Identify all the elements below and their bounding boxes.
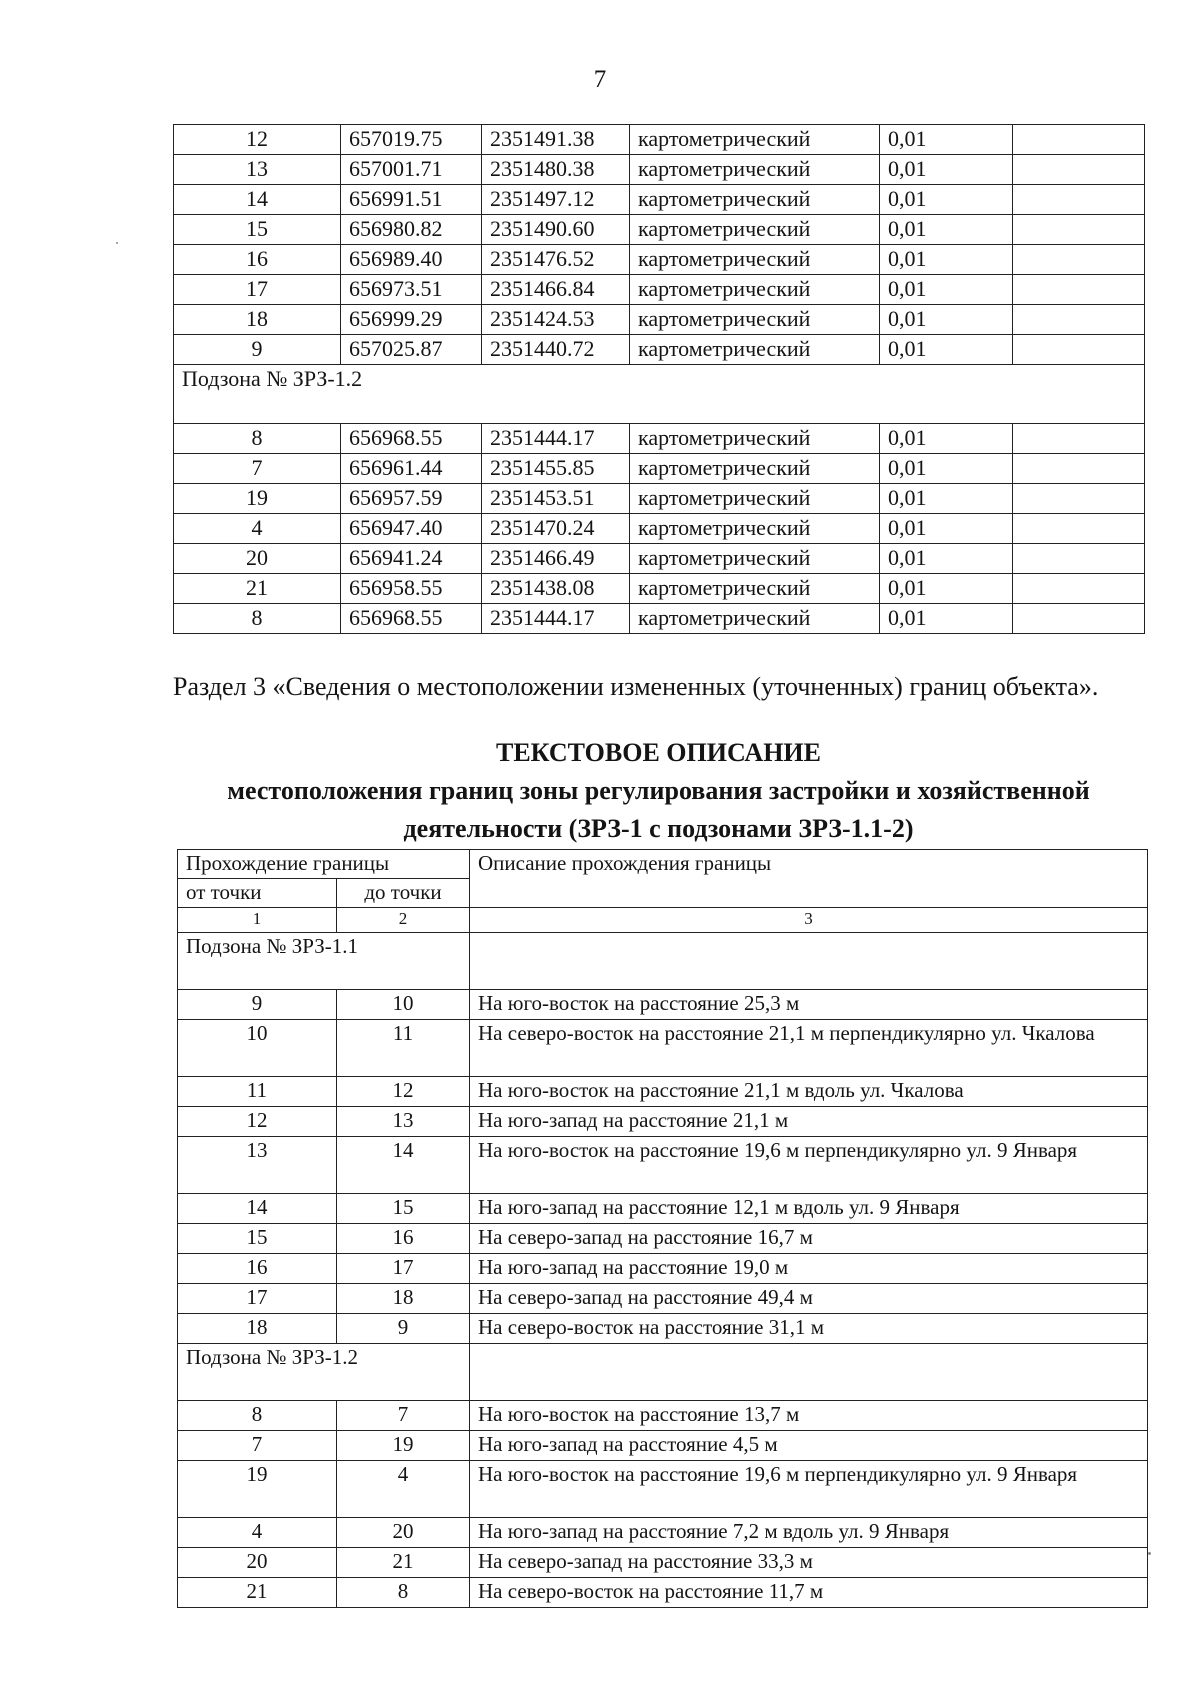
to-point-cell: 7 (337, 1401, 470, 1431)
from-point-cell: 9 (178, 990, 337, 1020)
accuracy-cell: 0,01 (880, 484, 1013, 514)
accuracy-cell: 0,01 (880, 424, 1013, 454)
y-coordinate-cell: 2351490.60 (482, 215, 630, 245)
y-coordinate-cell: 2351438.08 (482, 574, 630, 604)
coordinate-row (174, 215, 1145, 245)
empty-cell (470, 933, 1148, 990)
method-cell: картометрический (630, 305, 880, 335)
accuracy-cell: 0,01 (880, 514, 1013, 544)
from-point-cell: 20 (178, 1548, 337, 1578)
segment-description-cell: На северо-запад на расстояние 16,7 м (470, 1224, 1148, 1254)
note-cell (1013, 245, 1145, 275)
x-coordinate-cell: 656961.44 (341, 454, 482, 484)
coordinate-row (174, 305, 1145, 335)
x-coordinate-cell: 656989.40 (341, 245, 482, 275)
segment-description-cell: На юго-запад на расстояние 12,1 м вдоль ул. 9 Января (470, 1194, 1148, 1224)
y-coordinate-cell: 2351476.52 (482, 245, 630, 275)
segment-description-cell: На юго-восток на расстояние 19,6 м перпендикулярно ул. 9 Января (470, 1137, 1148, 1194)
segment-description-cell: На северо-запад на расстояние 49,4 м (470, 1284, 1148, 1314)
x-coordinate-cell: 656968.55 (341, 424, 482, 454)
method-cell: картометрический (630, 514, 880, 544)
accuracy-cell: 0,01 (880, 574, 1013, 604)
y-coordinate-cell: 2351470.24 (482, 514, 630, 544)
to-point-cell: 18 (337, 1284, 470, 1314)
to-point-cell: 11 (337, 1020, 470, 1077)
method-cell: картометрический (630, 335, 880, 365)
method-cell: картометрический (630, 454, 880, 484)
note-cell (1013, 574, 1145, 604)
to-point-cell: 12 (337, 1077, 470, 1107)
note-cell (1013, 514, 1145, 544)
boundary-segment-row (178, 1518, 1148, 1548)
segment-description-cell: На северо-восток на расстояние 31,1 м (470, 1314, 1148, 1344)
y-coordinate-cell: 2351453.51 (482, 484, 630, 514)
coordinate-row (174, 484, 1145, 514)
to-point-cell: 20 (337, 1518, 470, 1548)
coordinate-row (174, 574, 1145, 604)
method-cell: картометрический (630, 275, 880, 305)
accuracy-cell: 0,01 (880, 305, 1013, 335)
boundary-segment-row (178, 990, 1148, 1020)
from-point-cell: 12 (178, 1107, 337, 1137)
method-cell: картометрический (630, 604, 880, 634)
boundary-segment-row (178, 1578, 1148, 1608)
x-coordinate-cell: 656991.51 (341, 185, 482, 215)
point-number-cell: 15 (174, 215, 341, 245)
y-coordinate-cell: 2351444.17 (482, 604, 630, 634)
boundary-segment-row (178, 1431, 1148, 1461)
boundary-segment-row (178, 1137, 1148, 1194)
note-cell (1013, 275, 1145, 305)
accuracy-cell: 0,01 (880, 185, 1013, 215)
coordinate-row (174, 245, 1145, 275)
note-cell (1013, 454, 1145, 484)
note-cell (1013, 335, 1145, 365)
to-point-cell: 15 (337, 1194, 470, 1224)
point-number-cell: 18 (174, 305, 341, 335)
y-coordinate-cell: 2351497.12 (482, 185, 630, 215)
x-coordinate-cell: 657019.75 (341, 125, 482, 155)
from-point-cell: 13 (178, 1137, 337, 1194)
title-line-3: деятельности (ЗРЗ-1 с подзонами ЗРЗ-1.1-2) (403, 814, 914, 843)
boundary-segment-row (178, 1107, 1148, 1137)
method-cell: картометрический (630, 574, 880, 604)
accuracy-cell: 0,01 (880, 544, 1013, 574)
coordinates-table (173, 124, 1145, 634)
segment-description-cell: На юго-запад на расстояние 4,5 м (470, 1431, 1148, 1461)
column-number: 3 (470, 908, 1148, 933)
segment-description-cell: На юго-восток на расстояние 25,3 м (470, 990, 1148, 1020)
boundary-segment-row (178, 1548, 1148, 1578)
header-description: Описание прохождения границы (470, 850, 1148, 908)
from-point-cell: 16 (178, 1254, 337, 1284)
title-line-2: местоположения границ зоны регулирования застройки и хозяйственной (227, 776, 1090, 805)
coordinate-row (174, 335, 1145, 365)
from-point-cell: 10 (178, 1020, 337, 1077)
from-point-cell: 17 (178, 1284, 337, 1314)
empty-cell (470, 1344, 1148, 1401)
accuracy-cell: 0,01 (880, 245, 1013, 275)
to-point-cell: 14 (337, 1137, 470, 1194)
from-point-cell: 14 (178, 1194, 337, 1224)
point-number-cell: 16 (174, 245, 341, 275)
coordinate-row (174, 155, 1145, 185)
coordinate-row (174, 544, 1145, 574)
from-point-cell: 18 (178, 1314, 337, 1344)
point-number-cell: 8 (174, 424, 341, 454)
method-cell: картометрический (630, 424, 880, 454)
title-line-1: ТЕКСТОВОЕ ОПИСАНИЕ (495, 738, 821, 767)
point-number-cell: 8 (174, 604, 341, 634)
accuracy-cell: 0,01 (880, 155, 1013, 185)
to-point-cell: 13 (337, 1107, 470, 1137)
point-number-cell: 9 (174, 335, 341, 365)
coordinate-row (174, 275, 1145, 305)
from-point-cell: 21 (178, 1578, 337, 1608)
method-cell: картометрический (630, 155, 880, 185)
header-passage: Прохождение границы (178, 850, 470, 879)
from-point-cell: 8 (178, 1401, 337, 1431)
segment-description-cell: На юго-восток на расстояние 19,6 м перпендикулярно ул. 9 Января (470, 1461, 1148, 1518)
segment-description-cell: На северо-восток на расстояние 21,1 м перпендикулярно ул. Чкалова (470, 1020, 1148, 1077)
segment-description-cell: На юго-запад на расстояние 21,1 м (470, 1107, 1148, 1137)
y-coordinate-cell: 2351455.85 (482, 454, 630, 484)
y-coordinate-cell: 2351440.72 (482, 335, 630, 365)
point-number-cell: 7 (174, 454, 341, 484)
point-number-cell: 13 (174, 155, 341, 185)
subzone-row (178, 1344, 1148, 1401)
x-coordinate-cell: 656999.29 (341, 305, 482, 335)
to-point-cell: 17 (337, 1254, 470, 1284)
page-number: 7 (593, 66, 607, 93)
to-point-cell: 4 (337, 1461, 470, 1518)
from-point-cell: 19 (178, 1461, 337, 1518)
boundary-segment-row (178, 1461, 1148, 1518)
accuracy-cell: 0,01 (880, 454, 1013, 484)
note-cell (1013, 125, 1145, 155)
y-coordinate-cell: 2351466.84 (482, 275, 630, 305)
point-number-cell: 12 (174, 125, 341, 155)
subzone-label: Подзона № ЗРЗ-1.1 (178, 933, 470, 990)
method-cell: картометрический (630, 484, 880, 514)
coordinate-row (174, 185, 1145, 215)
note-cell (1013, 155, 1145, 185)
y-coordinate-cell: 2351424.53 (482, 305, 630, 335)
from-point-cell: 4 (178, 1518, 337, 1548)
segment-description-cell: На юго-восток на расстояние 13,7 м (470, 1401, 1148, 1431)
method-cell: картометрический (630, 544, 880, 574)
subzone-row (178, 933, 1148, 990)
boundary-description-table (177, 849, 1148, 1608)
subzone-label: Подзона № ЗРЗ-1.2 (178, 1344, 470, 1401)
segment-description-cell: На северо-восток на расстояние 11,7 м (470, 1578, 1148, 1608)
to-point-cell: 9 (337, 1314, 470, 1344)
y-coordinate-cell: 2351466.49 (482, 544, 630, 574)
x-coordinate-cell: 656947.40 (341, 514, 482, 544)
point-number-cell: 19 (174, 484, 341, 514)
column-number-row (178, 908, 1148, 933)
from-point-cell: 7 (178, 1431, 337, 1461)
x-coordinate-cell: 657025.87 (341, 335, 482, 365)
y-coordinate-cell: 2351491.38 (482, 125, 630, 155)
coordinate-row (174, 424, 1145, 454)
point-number-cell: 14 (174, 185, 341, 215)
boundary-segment-row (178, 1254, 1148, 1284)
boundary-segment-row (178, 1077, 1148, 1107)
boundary-segment-row (178, 1224, 1148, 1254)
to-point-cell: 19 (337, 1431, 470, 1461)
coordinate-row (174, 454, 1145, 484)
subzone-label: Подзона № ЗРЗ-1.2 (174, 365, 1145, 424)
point-number-cell: 4 (174, 514, 341, 544)
header-to: до точки (337, 879, 470, 908)
method-cell: картометрический (630, 125, 880, 155)
accuracy-cell: 0,01 (880, 604, 1013, 634)
segment-description-cell: На юго-запад на расстояние 7,2 м вдоль ул. 9 Января (470, 1518, 1148, 1548)
column-number: 2 (337, 908, 470, 933)
note-cell (1013, 484, 1145, 514)
to-point-cell: 21 (337, 1548, 470, 1578)
coordinate-row (174, 604, 1145, 634)
method-cell: картометрический (630, 245, 880, 275)
accuracy-cell: 0,01 (880, 335, 1013, 365)
y-coordinate-cell: 2351444.17 (482, 424, 630, 454)
scan-speck (116, 242, 118, 244)
note-cell (1013, 424, 1145, 454)
note-cell (1013, 305, 1145, 335)
boundary-segment-row (178, 1401, 1148, 1431)
boundary-segment-row (178, 1314, 1148, 1344)
coordinate-row (174, 125, 1145, 155)
x-coordinate-cell: 656980.82 (341, 215, 482, 245)
segment-description-cell: На юго-восток на расстояние 21,1 м вдоль ул. Чкалова (470, 1077, 1148, 1107)
column-number: 1 (178, 908, 337, 933)
method-cell: картометрический (630, 185, 880, 215)
x-coordinate-cell: 656941.24 (341, 544, 482, 574)
coordinate-row (174, 514, 1145, 544)
segment-description-cell: На северо-запад на расстояние 33,3 м (470, 1548, 1148, 1578)
point-number-cell: 20 (174, 544, 341, 574)
x-coordinate-cell: 657001.71 (341, 155, 482, 185)
accuracy-cell: 0,01 (880, 275, 1013, 305)
note-cell (1013, 544, 1145, 574)
point-number-cell: 17 (174, 275, 341, 305)
accuracy-cell: 0,01 (880, 125, 1013, 155)
point-number-cell: 21 (174, 574, 341, 604)
x-coordinate-cell: 656958.55 (341, 574, 482, 604)
x-coordinate-cell: 656973.51 (341, 275, 482, 305)
scan-speck (1148, 1552, 1151, 1555)
subzone-row (174, 365, 1145, 424)
to-point-cell: 8 (337, 1578, 470, 1608)
boundary-segment-row (178, 1284, 1148, 1314)
note-cell (1013, 185, 1145, 215)
x-coordinate-cell: 656957.59 (341, 484, 482, 514)
note-cell (1013, 604, 1145, 634)
header-row (178, 850, 1148, 879)
accuracy-cell: 0,01 (880, 215, 1013, 245)
y-coordinate-cell: 2351480.38 (482, 155, 630, 185)
to-point-cell: 10 (337, 990, 470, 1020)
boundary-segment-row (178, 1194, 1148, 1224)
boundary-segment-row (178, 1020, 1148, 1077)
from-point-cell: 11 (178, 1077, 337, 1107)
x-coordinate-cell: 656968.55 (341, 604, 482, 634)
method-cell: картометрический (630, 215, 880, 245)
section-heading-paragraph: Раздел 3 «Сведения о местоположении измененных (уточненных) границ объекта». (173, 672, 1099, 701)
note-cell (1013, 215, 1145, 245)
to-point-cell: 16 (337, 1224, 470, 1254)
header-from: от точки (178, 879, 337, 908)
segment-description-cell: На юго-запад на расстояние 19,0 м (470, 1254, 1148, 1284)
from-point-cell: 15 (178, 1224, 337, 1254)
